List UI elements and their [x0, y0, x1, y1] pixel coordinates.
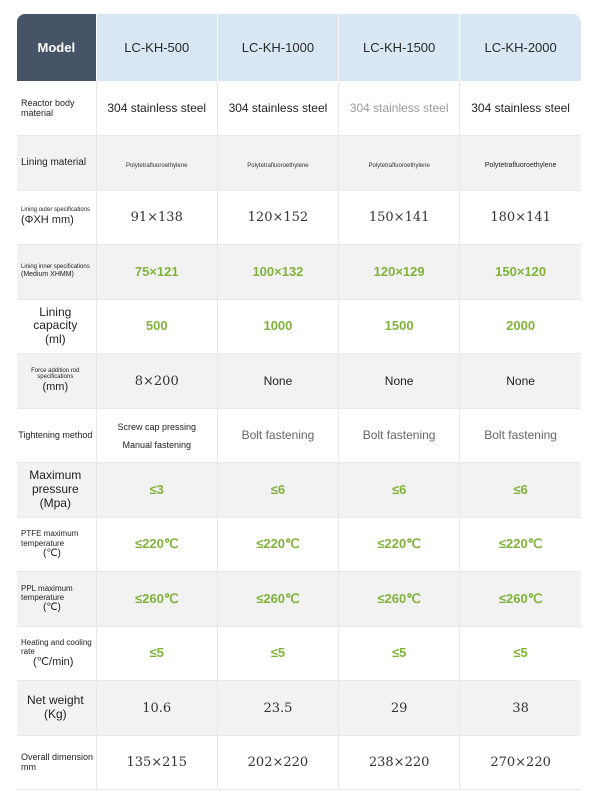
- table-cell: [339, 354, 460, 409]
- model-header: Model: [17, 14, 96, 81]
- cell-value: ≤5: [149, 645, 164, 661]
- row-label-text: Lining capacity: [33, 304, 78, 333]
- table-row: [17, 572, 581, 627]
- table-cell: [460, 136, 581, 191]
- cell-value: 270×220: [490, 755, 551, 771]
- cell-value: ≤5: [513, 645, 528, 661]
- cell-value: 1500: [384, 318, 414, 334]
- model-column-header: LC-KH-2000: [460, 14, 581, 81]
- row-label-unit: (℃): [43, 547, 61, 559]
- row-label-text: PTFE maximum temperature: [21, 529, 79, 548]
- table-cell: [96, 735, 217, 790]
- cell-value: ≤260℃: [256, 590, 300, 606]
- row-label: [17, 572, 96, 627]
- row-label: [17, 626, 96, 681]
- table-cell: [217, 81, 338, 136]
- cell-value: ≤3: [149, 481, 164, 497]
- table-cell: [96, 245, 217, 300]
- row-label-unit: (℃): [43, 602, 61, 614]
- table-cell: [460, 735, 581, 790]
- table-cell: [339, 735, 460, 790]
- table-cell: [96, 136, 217, 191]
- cell-value: ≤260℃: [377, 590, 421, 606]
- table-row: [17, 681, 581, 736]
- row-label-unit: (ΦXH mm): [21, 214, 74, 227]
- model-column-header: LC-KH-1500: [339, 14, 460, 81]
- table-cell: [460, 354, 581, 409]
- cell-value: Bolt fastening: [362, 428, 436, 443]
- table-cell: [339, 81, 460, 136]
- cell-value: ≤5: [270, 645, 286, 661]
- cell-value: ≤260℃: [135, 590, 179, 606]
- table-cell: [217, 463, 338, 518]
- cell-value: 2000: [506, 318, 536, 334]
- table-row: [17, 299, 581, 354]
- table-cell: [96, 681, 217, 736]
- table-row: [17, 517, 581, 572]
- cell-value: 180×141: [490, 210, 551, 226]
- cell-value: 1000: [263, 318, 293, 334]
- cell-value: 304 stainless steel: [107, 101, 207, 115]
- cell-value: Polytetrafluoroethylene: [484, 161, 557, 169]
- cell-value: 8×200: [134, 373, 179, 389]
- cell-value: Polytetrafluoroethylene: [247, 162, 309, 169]
- row-label-text: Lining outer specifications: [21, 207, 91, 214]
- cell-value: 150×120: [495, 263, 547, 279]
- table-cell: [460, 408, 581, 463]
- table-cell: [217, 681, 338, 736]
- table-cell: [339, 408, 460, 463]
- table-row: [17, 626, 581, 681]
- table-cell: [339, 681, 460, 736]
- cell-value: 75×121: [134, 263, 179, 279]
- table-cell: [460, 681, 581, 736]
- table-cell: [460, 517, 581, 572]
- spec-table: [17, 14, 581, 790]
- cell-value: Screw cap pressing Manual fastening: [117, 422, 196, 451]
- cell-value: Bolt fastening: [241, 428, 315, 443]
- cell-value: ≤6: [391, 481, 407, 497]
- table-cell: [339, 463, 460, 518]
- cell-value: 304 stainless steel: [228, 101, 328, 115]
- table-cell: [217, 245, 338, 300]
- model-column-header: LC-KH-1000: [217, 14, 338, 81]
- table-cell: [460, 626, 581, 681]
- cell-value: 10.6: [142, 700, 172, 716]
- cell-value: 500: [145, 318, 168, 334]
- cell-value: ≤6: [270, 481, 286, 497]
- row-label-text: PPL maximum temperature: [21, 583, 73, 602]
- table-row: [17, 190, 581, 245]
- row-label: Tightening method: [17, 408, 96, 463]
- row-label-text: Heating and cooling rate: [21, 637, 92, 656]
- table-cell: [339, 136, 460, 191]
- cell-value: 238×220: [368, 755, 430, 771]
- cell-value: None: [384, 373, 414, 388]
- cell-value: ≤220℃: [498, 536, 543, 552]
- row-label: Reactor body material: [17, 81, 96, 136]
- table-cell: [217, 190, 338, 245]
- table-cell: [339, 245, 460, 300]
- table-cell: [96, 190, 217, 245]
- table-cell: [460, 299, 581, 354]
- cell-value: 23.5: [263, 700, 293, 716]
- row-label-unit: mm: [21, 762, 36, 773]
- row-label: Lining material: [17, 136, 96, 191]
- cell-value: ≤220℃: [256, 536, 300, 552]
- table-cell: [217, 299, 338, 354]
- cell-value: ≤6: [513, 481, 528, 497]
- cell-value: 29: [390, 700, 408, 716]
- row-label-text: Net weight: [26, 692, 84, 707]
- row-label-unit: (Kg): [43, 706, 67, 721]
- cell-value: 135×215: [126, 755, 187, 771]
- table-cell: [460, 81, 581, 136]
- table-cell: [96, 299, 217, 354]
- table-row: [17, 136, 581, 191]
- table-row: [17, 354, 581, 409]
- table-cell: [339, 190, 460, 245]
- table-cell: [339, 572, 460, 627]
- table-cell: [217, 626, 338, 681]
- row-label-text: Force addition rod specifications: [31, 367, 80, 381]
- table-row: [17, 408, 581, 463]
- cell-value: 91×138: [130, 210, 183, 226]
- cell-value: 120×152: [247, 210, 309, 226]
- row-label: [17, 517, 96, 572]
- table-cell: [96, 408, 217, 463]
- table-cell: [96, 354, 217, 409]
- model-column-header: LC-KH-500: [96, 14, 217, 81]
- row-label-text: Overall dimension: [21, 751, 94, 762]
- cell-value: ≤260℃: [498, 590, 543, 606]
- table-cell: [339, 626, 460, 681]
- cell-value: 202×220: [247, 755, 309, 771]
- row-label-unit: (Medium XHMM): [21, 271, 74, 279]
- cell-value: Polytetrafluoroethylene: [368, 162, 430, 169]
- cell-value: ≤220℃: [377, 536, 421, 552]
- cell-value: 38: [512, 700, 529, 716]
- spec-table-container: [17, 14, 581, 790]
- table-row: [17, 81, 581, 136]
- table-cell: [96, 463, 217, 518]
- cell-value: None: [263, 373, 293, 388]
- table-cell: [217, 136, 338, 191]
- table-cell: [96, 81, 217, 136]
- row-label: [17, 681, 96, 736]
- row-label-unit: (ml): [44, 332, 66, 347]
- header-row: [17, 14, 581, 81]
- table-cell: [460, 190, 581, 245]
- table-cell: [96, 517, 217, 572]
- row-label-text: Maximum pressure: [29, 468, 82, 496]
- cell-value: 150×141: [368, 210, 430, 226]
- table-row: [17, 245, 581, 300]
- cell-value: Bolt fastening: [484, 428, 557, 443]
- row-label: [17, 190, 96, 245]
- cell-value: 100×132: [252, 263, 304, 279]
- row-label-unit: (mm): [42, 381, 69, 394]
- row-label: [17, 354, 96, 409]
- cell-value: Polytetrafluoroethylene: [126, 162, 188, 169]
- table-cell: [96, 572, 217, 627]
- cell-value: 120×129: [373, 263, 425, 279]
- cell-value: 304 stainless steel: [471, 101, 570, 115]
- row-label: [17, 245, 96, 300]
- table-cell: [96, 626, 217, 681]
- table-cell: [217, 408, 338, 463]
- cell-value: ≤5: [391, 645, 407, 661]
- table-row: [17, 463, 581, 518]
- cell-value: 304 stainless steel: [349, 101, 449, 115]
- table-cell: [460, 572, 581, 627]
- table-cell: [339, 517, 460, 572]
- table-cell: [217, 517, 338, 572]
- row-label: [17, 299, 96, 354]
- table-cell: [339, 299, 460, 354]
- table-cell: [460, 463, 581, 518]
- row-label: [17, 735, 96, 790]
- row-label-text: Lining inner specifications: [21, 264, 90, 271]
- table-cell: [217, 572, 338, 627]
- table-cell: [217, 735, 338, 790]
- cell-value: None: [506, 373, 535, 388]
- row-label-unit: (Mpa): [39, 495, 71, 510]
- cell-value: ≤220℃: [135, 536, 179, 552]
- table-row: [17, 735, 581, 790]
- row-label-unit: (℃/min): [33, 656, 74, 669]
- table-cell: [460, 245, 581, 300]
- row-label: [17, 463, 96, 518]
- table-cell: [217, 354, 338, 409]
